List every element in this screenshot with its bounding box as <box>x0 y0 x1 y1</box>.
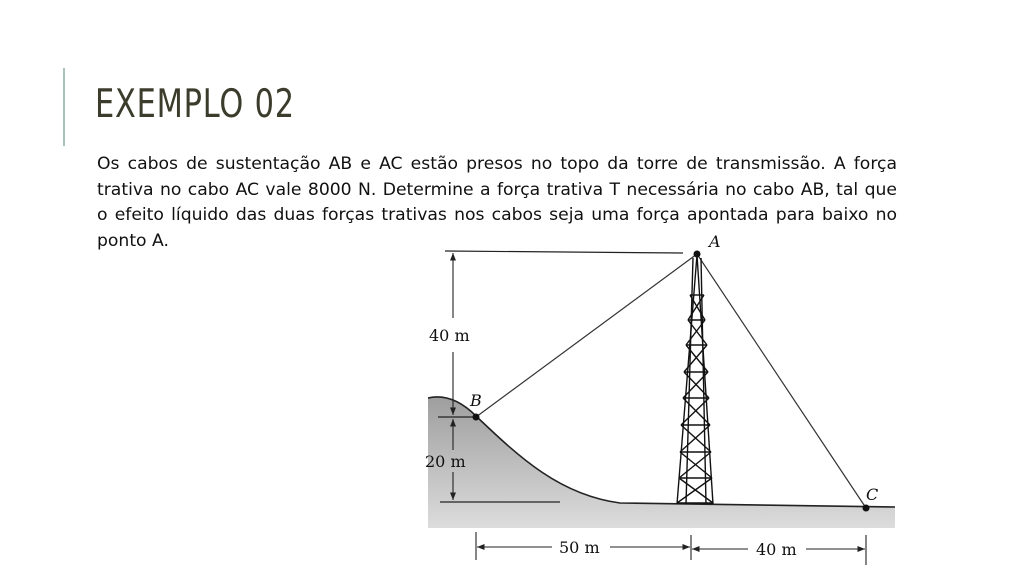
slide-title: EXEMPLO 02 <box>95 82 295 127</box>
point-a-marker <box>694 251 701 258</box>
cable-ab <box>476 254 697 417</box>
dim-40m-label: 40 m <box>429 326 470 345</box>
transmission-tower <box>677 255 713 504</box>
point-b-marker <box>473 414 480 421</box>
hill-ground <box>428 397 895 528</box>
point-c-label: C <box>866 485 879 504</box>
dim-20m-label: 20 m <box>425 452 466 471</box>
dim-40m-h-label: 40 m <box>756 540 797 559</box>
problem-statement: Os cabos de sustentação AB e AC estão presos no topo da torre de transmissão. A força trativa no cabo AC vale 8000 N. Determine a força trativa T necessária no cabo AB, tal que o efeito líquido das duas forças trativas nos cabos seja uma força apontada para baixo no ponto A. <box>97 154 897 251</box>
point-b-label: B <box>470 391 482 410</box>
point-a-label: A <box>709 232 721 251</box>
top-reference-line <box>445 251 683 253</box>
cable-ac <box>697 254 866 508</box>
dim-50m-label: 50 m <box>559 538 600 557</box>
point-c-marker <box>863 505 870 512</box>
